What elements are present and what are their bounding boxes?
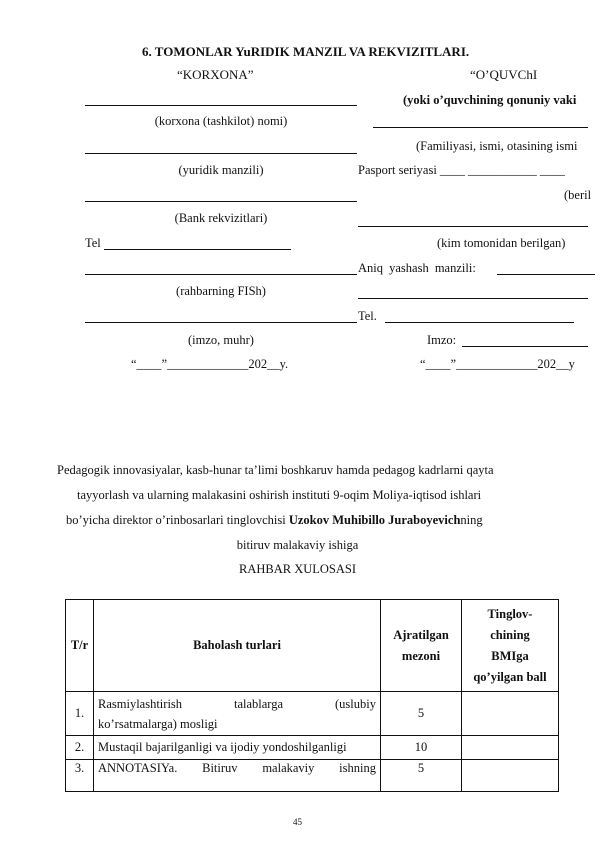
header-max-line-2: mezoni — [401, 648, 441, 663]
signature-caption: (imzo, muhr) — [188, 333, 254, 347]
row-criteria: Mustaqil bajarilganligi va ijodiy yondoshilganligi — [94, 736, 381, 760]
row-score — [462, 760, 559, 792]
intro-line-4: bitiruv malakaviy ishiga — [236, 538, 359, 552]
signature-line — [85, 322, 357, 323]
right-tel-line — [385, 322, 574, 323]
header-score-line-2: chining — [490, 627, 530, 642]
left-header: “KORXONA” — [177, 67, 254, 82]
intro-line-3 — [66, 513, 483, 528]
student-name-line — [373, 127, 588, 128]
report-title: RAHBAR XULOSASI — [238, 562, 357, 576]
row-num: 3. — [66, 760, 94, 792]
issued-by-line — [358, 226, 588, 227]
row-criteria — [94, 692, 381, 736]
left-date-line: “____”_____________202__y. — [131, 357, 289, 371]
company-name-line — [85, 105, 357, 106]
right-header: “O’QUVChI — [470, 67, 538, 82]
row-max: 5 — [381, 760, 462, 792]
legal-address-line — [85, 153, 357, 154]
head-name-line — [85, 274, 357, 275]
row-num: 2. — [66, 736, 94, 760]
header-max — [381, 600, 462, 692]
address-line-1 — [497, 274, 595, 275]
legal-address-caption: (yuridik manzili) — [178, 163, 264, 177]
intro-line-3-prefix: bo’yicha direktor o’rinbosarlari tinglovchisi — [66, 513, 289, 527]
bank-details-caption: (Bank rekvizitlari) — [174, 211, 268, 225]
right-date-line: “____”_____________202__y — [420, 357, 575, 371]
table-header-row — [66, 600, 559, 692]
issued-partial: (beril — [564, 188, 592, 202]
row-criteria-line-2: ko’rsatmalarga) mosligi — [98, 716, 218, 731]
passport-line: Pasport seriyasi ____ ___________ ____ — [358, 163, 565, 177]
intro-line-3-suffix: ning — [460, 513, 483, 527]
head-name-caption: (rahbarning FISh) — [176, 284, 266, 298]
table-row — [66, 692, 559, 736]
intro-line-2: tayyorlash va ularning malakasini oshirish instituti 9-oqim Moliya-iqtisod ishlari — [77, 488, 482, 502]
header-num: T/r — [66, 600, 94, 692]
bank-details-line — [85, 201, 357, 202]
header-criteria: Baholash turlari — [94, 600, 381, 692]
row-max: 5 — [381, 692, 462, 736]
section-title: 6. TOMONLAR YuRIDIK MANZIL VA REKVIZITLARI. — [142, 44, 470, 59]
row-score — [462, 692, 559, 736]
row-max: 10 — [381, 736, 462, 760]
row-criteria: ANNOTASIYa. Bitiruv malakaviy ishning — [94, 760, 381, 792]
student-name-caption: (Familiyasi, ismi, otasining ismi — [416, 139, 578, 153]
right-sign-label: Imzo: — [427, 333, 457, 347]
header-score-line-4: qo’yilgan ball — [473, 669, 547, 684]
evaluation-table — [65, 599, 559, 792]
left-tel-label: Tel — [85, 236, 101, 250]
intro-line-1: Pedagogik innovasiyalar, kasb-hunar ta’limi boshkaruv hamda pedagog kadrlarni qayta — [57, 463, 494, 477]
right-sign-line — [462, 346, 588, 347]
page-number: 45 — [293, 817, 302, 827]
address-label: Aniq yashash manzili: — [358, 261, 476, 275]
right-tel-label: Tel. — [358, 309, 377, 323]
row-criteria-line-1: Rasmiylashtirish talablarga (uslubiy — [98, 696, 376, 711]
trainee-name: Uzokov Muhibillo Juraboyevich — [288, 513, 461, 527]
company-name-caption: (korxona (tashkilot) nomi) — [154, 114, 288, 128]
header-score-line-1: Tinglov- — [487, 606, 533, 621]
issued-by-caption: (kim tomonidan berilgan) — [437, 236, 566, 250]
table-row — [66, 736, 559, 760]
header-score-line-3: BMIga — [491, 648, 529, 663]
left-tel-line — [104, 249, 291, 250]
table-row — [66, 760, 559, 792]
row-num: 1. — [66, 692, 94, 736]
right-header-sub: (yoki o’quvchining qonuniy vaki — [403, 93, 577, 107]
header-score — [462, 600, 559, 692]
address-line-2 — [358, 298, 588, 299]
row-score — [462, 736, 559, 760]
header-max-line-1: Ajratilgan — [393, 627, 449, 642]
